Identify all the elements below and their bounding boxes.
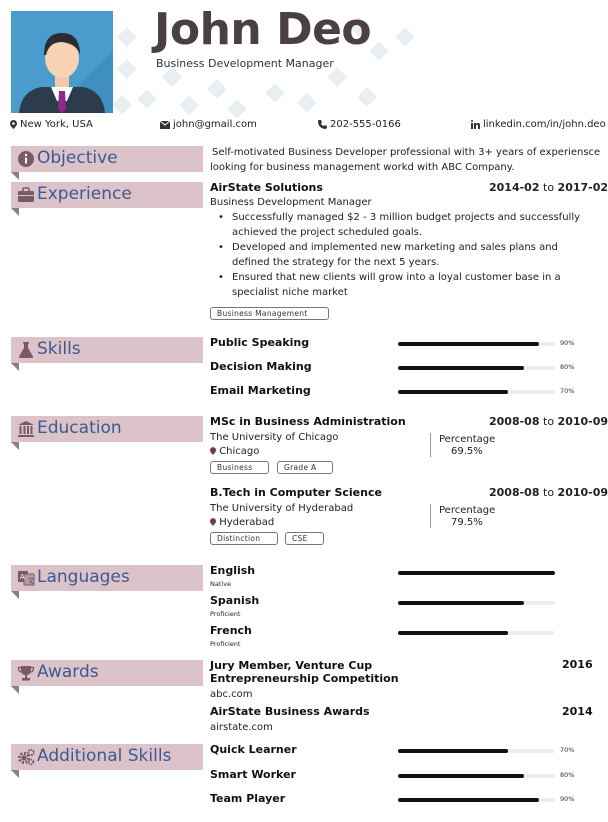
location-text: New York, USA: [20, 119, 93, 130]
skill-bar-fill: [398, 366, 524, 370]
institution-icon: [17, 420, 35, 438]
list-item: • Developed and implemented new marketing and sales plans and defined the strategy for the next 5 years.: [218, 240, 588, 270]
skill-bar: [398, 774, 555, 778]
section-title: Additional Skills: [37, 746, 172, 766]
linkedin-text[interactable]: linkedin.com/in/john.deo: [483, 119, 606, 130]
skill-name: Smart Worker: [210, 768, 296, 781]
contact-phone[interactable]: [318, 119, 401, 130]
skill-bar: [398, 342, 555, 346]
envelope-icon: [160, 121, 170, 129]
candidate-title: Business Development Manager: [156, 57, 334, 70]
skill-bar-fill: [398, 390, 508, 394]
section-title: Objective: [37, 148, 118, 168]
experience-company: AirState Solutions: [210, 181, 323, 194]
list-item: • Successfully managed $2 - 3 million budget projects and successfully achieved the project scheduled goals.: [218, 210, 588, 240]
section-title: Experience: [37, 184, 132, 204]
award-year: 2016: [562, 658, 593, 671]
skill-bar: [398, 798, 555, 802]
section-languages: [11, 565, 203, 591]
experience-tag: Business Management: [210, 307, 329, 320]
skill-name: Decision Making: [210, 360, 312, 373]
map-pin-icon: [210, 447, 216, 455]
map-pin-icon: [210, 518, 216, 526]
education-dates: [489, 415, 608, 428]
skill-percent: 80%: [560, 363, 575, 371]
education-tag: Grade A: [277, 461, 333, 474]
briefcase-icon: [17, 186, 35, 204]
education-city: [210, 446, 259, 457]
experience-bullets: [218, 210, 588, 300]
language-name: French: [210, 624, 252, 637]
skill-name: Team Player: [210, 792, 286, 805]
score-value: 79.5%: [451, 517, 483, 528]
email-text[interactable]: john@gmail.com: [173, 119, 257, 130]
skill-name: Email Marketing: [210, 384, 311, 397]
info-icon: [17, 150, 35, 168]
award-title-line-2: Entrepreneurship Competition: [210, 672, 399, 685]
education-start: 2008-08: [489, 486, 540, 499]
experience-start: 2014-02: [489, 181, 540, 194]
education-degree: MSc in Business Administration: [210, 415, 406, 428]
education-tag: Business: [210, 461, 269, 474]
award-title-line-1: AirState Business Awards: [210, 705, 370, 718]
language-name: English: [210, 564, 256, 577]
education-end: 2010-09: [557, 486, 608, 499]
language-bar-fill: [398, 631, 508, 635]
flask-icon: [17, 341, 35, 359]
language-bar: [398, 571, 555, 575]
education-degree: B.Tech in Computer Science: [210, 486, 382, 499]
skill-percent: 70%: [560, 746, 575, 754]
score-value: 69.5%: [451, 446, 483, 457]
education-end: 2010-09: [557, 415, 608, 428]
language-bar-fill: [398, 601, 524, 605]
gears-icon: [17, 748, 35, 766]
section-title: Languages: [37, 567, 130, 587]
education-school: The University of Chicago: [210, 432, 339, 443]
award-source: abc.com: [210, 689, 253, 700]
score-label: Percentage: [439, 434, 496, 445]
education-dates: [489, 486, 608, 499]
language-bar: [398, 601, 555, 605]
candidate-name: John Deo: [154, 4, 372, 55]
section-title: Skills: [37, 339, 81, 359]
education-tag: Distinction: [210, 532, 278, 545]
skill-bar-fill: [398, 774, 524, 778]
education-start: 2008-08: [489, 415, 540, 428]
list-item: • Ensured that new clients will grow into a loyal customer base in a specialist niche market: [218, 270, 588, 300]
skill-bar: [398, 366, 555, 370]
skill-bar-fill: [398, 342, 539, 346]
phone-icon: [318, 120, 327, 129]
skill-bar-fill: [398, 798, 539, 802]
language-bar: [398, 631, 555, 635]
skill-percent: 80%: [560, 771, 575, 779]
section-skills: [11, 337, 203, 363]
award-title-line-1: Jury Member, Venture Cup: [210, 659, 373, 672]
svg-text:文: 文: [27, 577, 34, 585]
skill-name: Public Speaking: [210, 336, 310, 349]
language-level: Native: [210, 580, 232, 588]
linkedin-icon: [471, 120, 480, 129]
svg-text:A: A: [20, 573, 25, 581]
section-experience: [11, 182, 203, 208]
language-icon: [17, 569, 35, 587]
phone-text[interactable]: 202-555-0166: [330, 119, 401, 130]
skill-percent: 70%: [560, 387, 575, 395]
language-name: Spanish: [210, 594, 260, 607]
avatar: [11, 11, 113, 113]
education-school: The University of Hyderabad: [210, 503, 354, 514]
divider: [430, 504, 431, 528]
skill-bar-fill: [398, 749, 508, 753]
divider: [430, 433, 431, 457]
award-source: airstate.com: [210, 722, 273, 733]
language-level: Proficient: [210, 610, 241, 618]
score-label: Percentage: [439, 505, 496, 516]
language-level: Proficient: [210, 640, 241, 648]
section-education: [11, 416, 203, 442]
experience-end: 2017-02: [557, 181, 608, 194]
section-title: Awards: [37, 662, 99, 682]
education-to: to: [543, 486, 555, 499]
contact-location: [10, 119, 93, 130]
experience-dates: [489, 181, 608, 194]
trophy-icon: [17, 664, 35, 682]
experience-to: to: [543, 181, 555, 194]
skill-percent: 90%: [560, 339, 575, 347]
education-tag: CSE: [285, 532, 324, 545]
skill-bar: [398, 749, 555, 753]
contact-linkedin[interactable]: [471, 119, 606, 130]
skill-bar: [398, 390, 555, 394]
map-pin-icon: [10, 120, 17, 129]
experience-role: Business Development Manager: [210, 197, 372, 208]
section-title: Education: [37, 418, 122, 438]
education-city: [210, 517, 274, 528]
section-awards: [11, 660, 203, 686]
contact-email[interactable]: [160, 119, 257, 130]
skill-percent: 90%: [560, 795, 575, 803]
language-bar-fill: [398, 571, 555, 575]
award-year: 2014: [562, 705, 593, 718]
objective-line-1: Self-motivated Business Developer professional with 3+ years of experiensce: [212, 147, 601, 158]
objective-line-2: looking for business management workd with ABC Company.: [210, 162, 515, 173]
education-to: to: [543, 415, 555, 428]
section-additional-skills: [11, 744, 203, 770]
education-city-text: Chicago: [219, 446, 260, 457]
section-objective: [11, 146, 203, 172]
education-city-text: Hyderabad: [219, 517, 275, 528]
skill-name: Quick Learner: [210, 743, 297, 756]
